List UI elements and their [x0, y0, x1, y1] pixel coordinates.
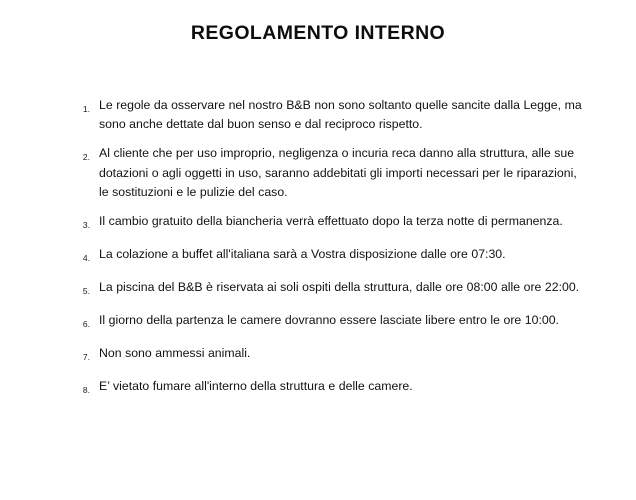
list-item-text: Il cambio gratuito della biancheria verrà effettuato dopo la terza notte di permanenza.	[99, 214, 563, 229]
page-title: REGOLAMENTO INTERNO	[190, 22, 446, 44]
list-item-number: 4.	[82, 253, 90, 264]
list-item-number: 6.	[82, 319, 90, 330]
list-item	[72, 344, 582, 367]
list-item-number: 1.	[82, 104, 90, 114]
list-item-text: Il giorno della partenza le camere dovranno essere lasciate libere entro le ore 10:00.	[99, 313, 559, 328]
list-item-text: La colazione a buffet all'italiana sarà a Vostra disposizione dalle ore 07:30.	[99, 247, 506, 262]
list-item-text: Al cliente che per uso improprio, negligenza o incuria reca danno alla struttura, alle sue dotazioni o agli oggetti in uso, saranno addebitati gli importi necessari per le riparazioni, le sostituzioni e le pulizie del caso.	[99, 146, 577, 199]
list-item	[72, 144, 582, 202]
list-item	[72, 278, 582, 301]
list-item	[72, 212, 582, 235]
list-item-number: 5.	[82, 286, 90, 297]
list-item-number: 8.	[82, 385, 90, 396]
list-item-number: 7.	[82, 352, 90, 363]
list-item	[72, 96, 582, 134]
list-item	[72, 311, 582, 334]
list-item	[72, 245, 582, 268]
rules-list	[72, 96, 582, 410]
list-item-number: 3.	[82, 220, 90, 231]
list-item-text: Non sono ammessi animali.	[99, 346, 251, 361]
list-item-text: Le regole da osservare nel nostro B&B non sono soltanto quelle sancite dalla Legge, ma sono anche dettate dal buon senso e dal reciproco rispetto.	[99, 98, 582, 132]
list-item	[72, 377, 582, 400]
list-item-text: La piscina del B&B è riservata ai soli ospiti della struttura, dalle ore 08:00 alle ore 22:00.	[99, 280, 580, 295]
list-item-text: E’ vietato fumare all'interno della struttura e delle camere.	[99, 379, 413, 394]
list-item-number: 2.	[82, 152, 90, 163]
